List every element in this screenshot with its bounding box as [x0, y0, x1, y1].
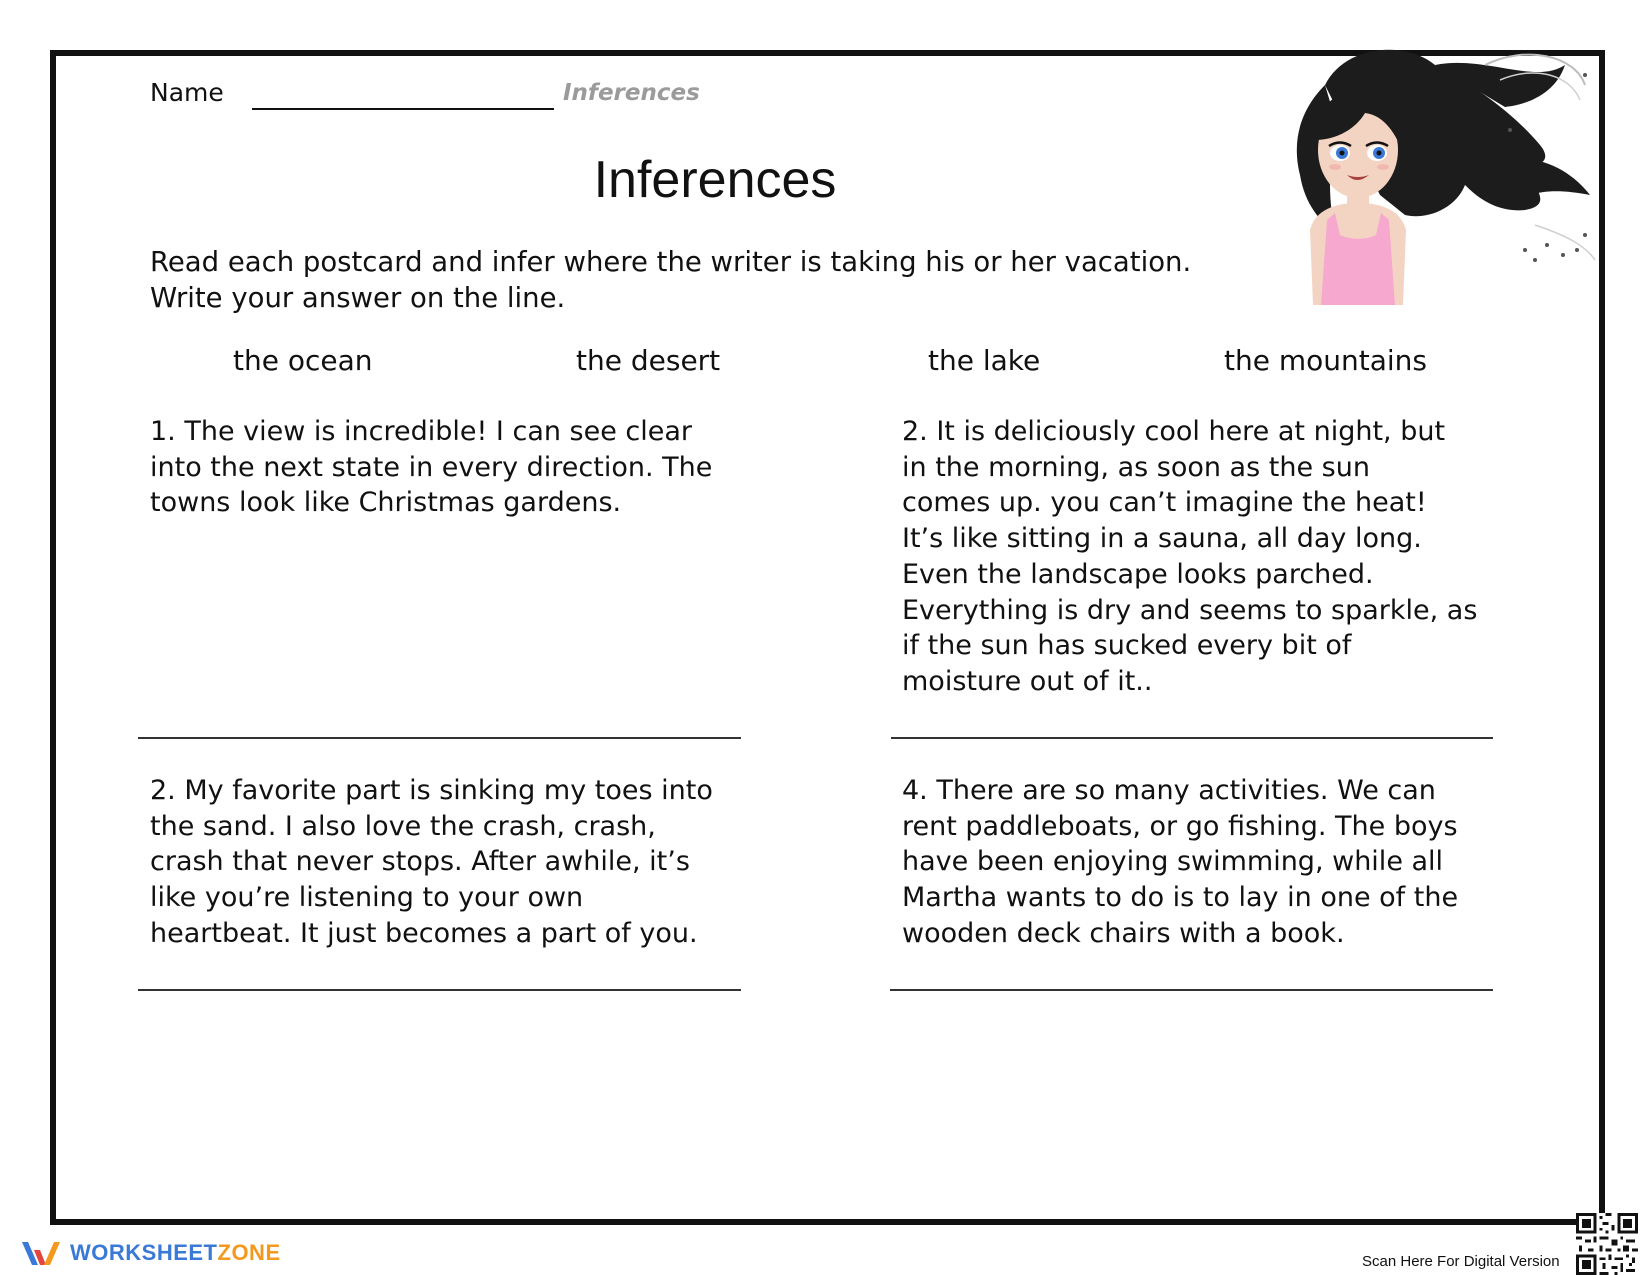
word-bank-desert: the desert: [576, 344, 721, 377]
scan-caption: Scan Here For Digital Version: [1362, 1253, 1560, 1270]
answer-line-1[interactable]: [138, 737, 741, 739]
passage-line: Martha wants to do is to lay in one of the: [902, 882, 1459, 914]
passage-line: have been enjoying swimming, while all: [902, 846, 1444, 878]
logo-text: [70, 1240, 281, 1266]
answer-line-4[interactable]: [890, 989, 1493, 991]
girl-wind-hair-icon: [1285, 45, 1600, 305]
name-label: Name: [150, 78, 224, 107]
passage-line: 1. The view is incredible! I can see clear: [150, 416, 693, 447]
passage-4: [902, 773, 1502, 952]
word-bank-mountains: the mountains: [1224, 344, 1427, 377]
passage-line: the sand. I also love the crash, crash,: [150, 810, 656, 842]
passage-line: Everything is dry and seems to sparkle, as: [902, 594, 1478, 626]
qr-code-icon[interactable]: [1576, 1213, 1638, 1275]
passage-line: heartbeat. It just becomes a part of you.: [150, 917, 698, 949]
word-bank-lake: the lake: [928, 344, 1041, 377]
passage-line: into the next state in every direction. The: [150, 451, 713, 483]
worksheetzone-logo-icon: [20, 1238, 62, 1268]
passage-line: towns look like Christmas gardens.: [150, 487, 622, 519]
answer-line-2[interactable]: [891, 737, 1493, 739]
passage-2: [902, 414, 1502, 700]
passage-line: comes up. you can’t imagine the heat!: [902, 487, 1427, 519]
topic-tag: Inferences: [563, 80, 700, 106]
logo-text-part2: ZONE: [217, 1240, 281, 1265]
name-input-line[interactable]: [252, 108, 554, 110]
passage-1: [150, 414, 750, 521]
word-bank-ocean: the ocean: [233, 344, 373, 377]
instructions-line-1: Read each postcard and infer where the writer is taking his or her vacation.: [150, 246, 1192, 278]
passage-line: crash that never stops. After awhile, it’s: [150, 846, 690, 878]
answer-line-3[interactable]: [138, 989, 741, 991]
passage-3: [150, 773, 750, 952]
logo-text-part1: WORKSHEET: [70, 1240, 218, 1265]
passage-line: wooden deck chairs with a book.: [902, 917, 1345, 949]
passage-line: Even the landscape looks parched.: [902, 558, 1374, 590]
instructions-line-2: Write your answer on the line.: [150, 282, 566, 314]
passage-line: rent paddleboats, or go fishing. The boys: [902, 810, 1458, 842]
passage-line: 2. My favorite part is sinking my toes into: [150, 775, 713, 806]
passage-line: 2. It is deliciously cool here at night, but: [902, 416, 1446, 447]
worksheetzone-logo[interactable]: [20, 1238, 281, 1268]
passage-line: 4. There are so many activities. We can: [902, 775, 1436, 806]
passage-line: moisture out of it..: [902, 665, 1153, 697]
passage-line: if the sun has sucked every bit of: [902, 630, 1352, 662]
passage-line: like you’re listening to your own: [150, 882, 584, 914]
passage-line: in the morning, as soon as the sun: [902, 451, 1370, 483]
instructions: [150, 244, 1280, 316]
passage-line: It’s like sitting in a sauna, all day long.: [902, 523, 1422, 555]
page-title: Inferences: [593, 151, 837, 209]
